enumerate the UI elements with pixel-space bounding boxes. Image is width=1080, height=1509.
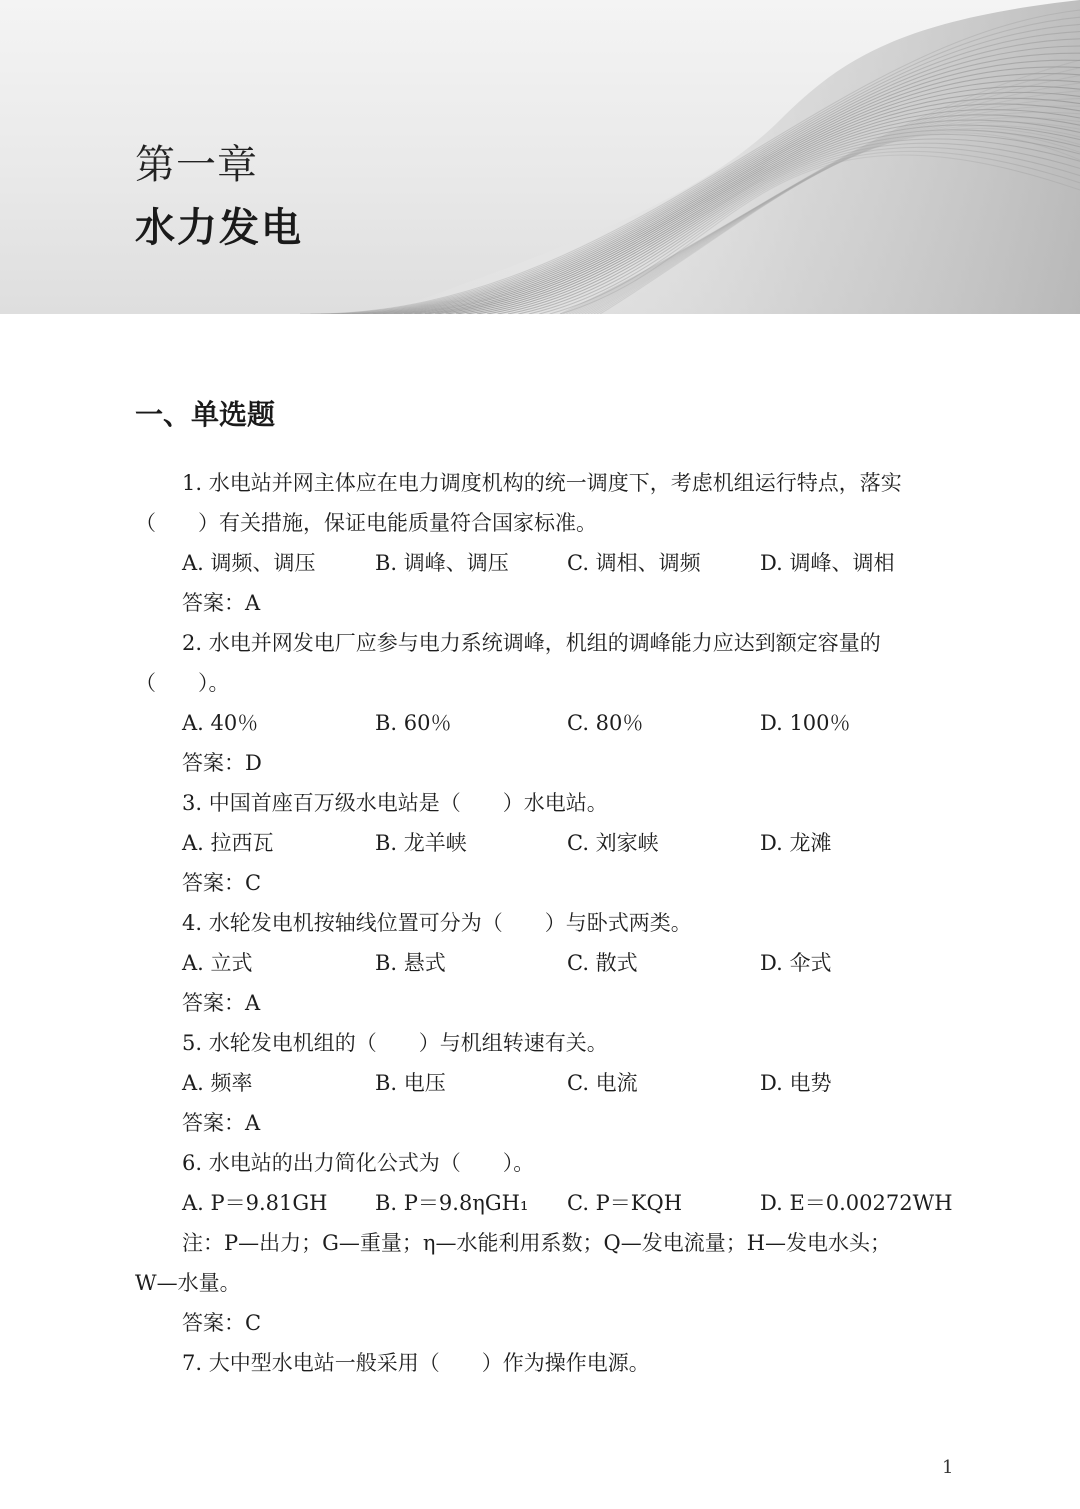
option-c: C. P＝KQH [567, 1191, 683, 1215]
option-c: C. 80％ [567, 711, 644, 735]
question-5-options [182, 1068, 962, 1098]
question-1-stem-line-2: （ ）有关措施，保证电能质量符合国家标准。 [135, 511, 597, 535]
option-b: B. 悬式 [375, 951, 446, 975]
option-d: D. 电势 [760, 1071, 832, 1095]
option-d: D. E＝0.00272WH [760, 1191, 953, 1215]
section-title: 一、单选题 [135, 398, 276, 431]
question-5-stem-line-1: 5. 水轮发电机组的（ ）与机组转速有关。 [182, 1031, 608, 1055]
question-1-stem-line-1: 1. 水电站并网主体应在电力调度机构的统一调度下，考虑机组运行特点，落实 [182, 471, 902, 495]
option-d: D. 调峰、调相 [760, 551, 895, 575]
question-2-stem-line-1: 2. 水电并网发电厂应参与电力系统调峰，机组的调峰能力应达到额定容量的 [182, 631, 881, 655]
chapter-title: 水力发电 [135, 205, 303, 251]
option-a: A. 40％ [182, 711, 259, 735]
option-c: C. 调相、调频 [567, 551, 701, 575]
question-6-stem-line-1: 6. 水电站的出力简化公式为（ ）。 [182, 1151, 535, 1175]
chapter-number: 第一章 [135, 142, 258, 188]
option-d: D. 伞式 [760, 951, 832, 975]
question-6-answer: 答案：C [182, 1311, 262, 1335]
option-d: D. 龙滩 [760, 831, 832, 855]
option-a: A. P＝9.81GH [182, 1191, 328, 1215]
page-number: 1 [942, 1457, 954, 1478]
question-4-options [182, 948, 962, 978]
question-4-stem-line-1: 4. 水轮发电机按轴线位置可分为（ ）与卧式两类。 [182, 911, 692, 935]
option-a: A. 调频、调压 [182, 551, 316, 575]
option-b: B. 电压 [375, 1071, 446, 1095]
question-6-options [182, 1188, 962, 1218]
option-c: C. 散式 [567, 951, 638, 975]
question-1-answer: 答案：A [182, 591, 261, 615]
question-6-note-line-2: W—水量。 [135, 1271, 241, 1295]
question-4-answer: 答案：A [182, 991, 261, 1015]
option-b: B. 调峰、调压 [375, 551, 509, 575]
option-a: A. 拉西瓦 [182, 831, 274, 855]
option-b: B. 龙羊峡 [375, 831, 467, 855]
option-c: C. 刘家峡 [567, 831, 659, 855]
question-6-note-line-1: 注：P—出力；G—重量；η—水能利用系数；Q—发电流量；H—发电水头； [182, 1231, 892, 1255]
option-c: C. 电流 [567, 1071, 638, 1095]
question-3-stem-line-1: 3. 中国首座百万级水电站是（ ）水电站。 [182, 791, 608, 815]
chapter-banner [0, 0, 1080, 314]
option-a: A. 频率 [182, 1071, 253, 1095]
question-7-stem-line-1: 7. 大中型水电站一般采用（ ）作为操作电源。 [182, 1351, 650, 1375]
option-d: D. 100％ [760, 711, 851, 735]
question-3-options [182, 828, 962, 858]
question-2-stem-line-2: （ ）。 [135, 671, 230, 695]
option-b: B. P＝9.8ηGH₁ [375, 1191, 529, 1215]
question-2-answer: 答案：D [182, 751, 262, 775]
question-5-answer: 答案：A [182, 1111, 261, 1135]
option-a: A. 立式 [182, 951, 253, 975]
question-3-answer: 答案：C [182, 871, 262, 895]
option-b: B. 60％ [375, 711, 452, 735]
question-1-options [182, 548, 962, 578]
question-2-options [182, 708, 962, 738]
